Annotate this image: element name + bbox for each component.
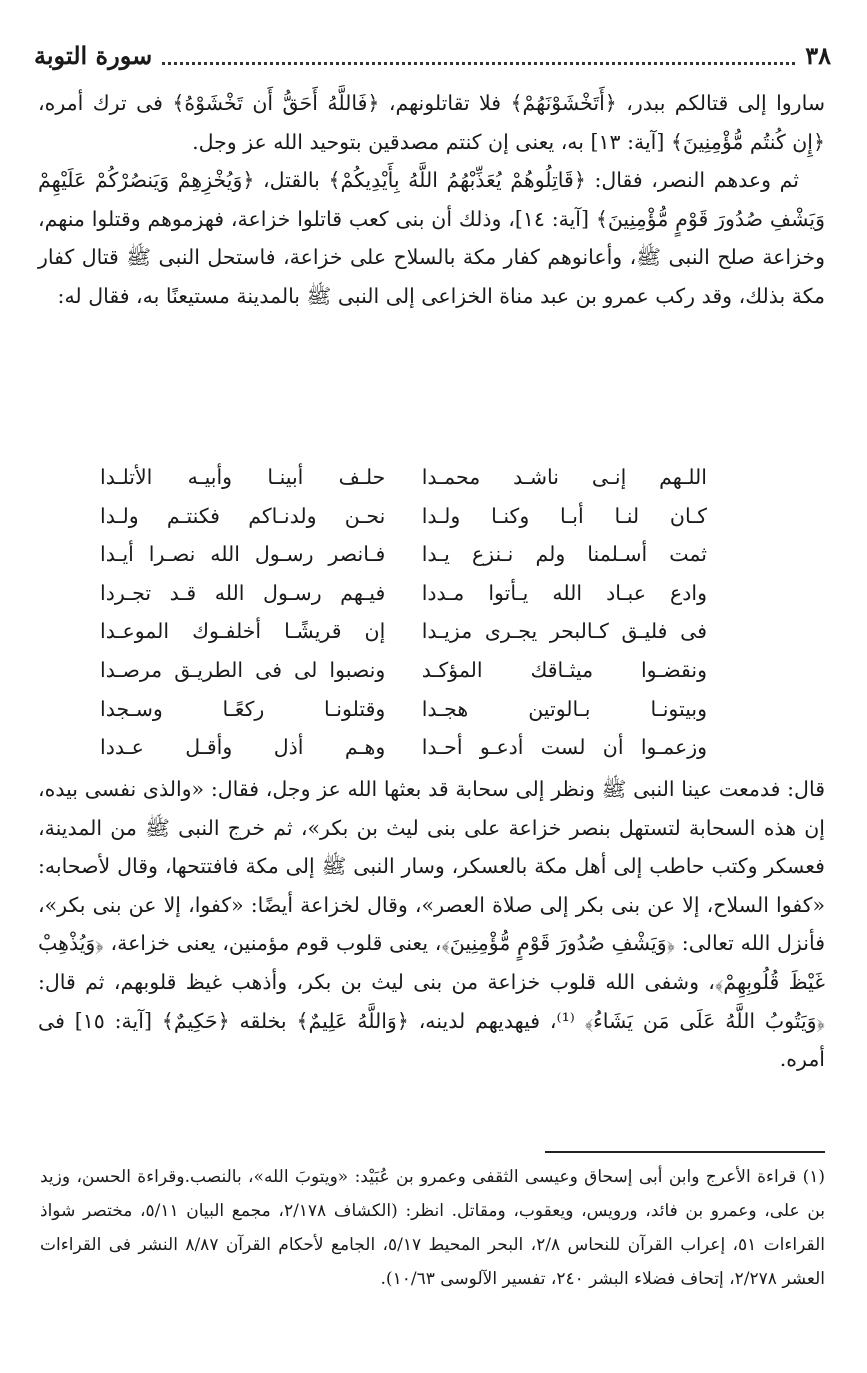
verse-first-hemistich: ثمت أسـلمنا ولم نـنزع يـدا (421, 542, 707, 567)
paragraph: ثم وعدهم النصر، فقال: ﴿قَاتِلُوهُمْ يُعَذِّبْهُمُ اللَّهُ بِأَيْدِيكُمْ﴾ بالقتل، ﴿وَيُخْزِهِمْ وَيَنصُرْكُمْ عَلَيْهِمْ وَيَشْفِ صُدُورَ قَوْمٍ مُّؤْمِنِينَ﴾ [آية: ١٤]، وذلك أن بنى كعب قاتلوا خزاعة، فهزموهم وقتلوا منهم، وخزاعة صلح النبى ﷺ، وأعانوهم كفار مكة بالسلاح على خزاعة، فاستحل النبى ﷺ قتال كفار مكة بذلك، وقد ركب عمرو بن عبد مناة الخزاعى إلى النبى ﷺ بالمدينة مستيعنًا به، فقال له: (38, 168, 825, 308)
verse-second-hemistich: فـانصر رسـول الله نصـرا أيـدا (100, 542, 386, 567)
footnote (40, 1160, 825, 1296)
verse-second-hemistich: وقتلونـا ركعًـا وسـجدا (100, 696, 386, 721)
verse-second-hemistich: ونصبوا لى فى الطريـق مرصـدا (100, 657, 386, 682)
paragraph: ساروا إلى قتالكم ببدر، ﴿أَتَخْشَوْنَهُمْ﴾ فلا تقاتلونهم، ﴿فَاللَّهُ أَحَقُّ أَن تَخْشَوْهُ﴾ فى ترك أمره، ﴿إِن كُنتُم مُّؤْمِنِينَ﴾ [آية: ١٣] به، يعنى إن كنتم مصدقين بتوحيد الله عز وجل. (38, 91, 825, 154)
verse-first-hemistich: وزعمـوا أن لست أدعـو أحـدا (421, 735, 707, 760)
paragraph: قال: فدمعت عينا النبى ﷺ ونظر إلى سحابة قد بعثها الله عز وجل، فقال: «والذى نفسى بيده، إن هذه السحابة لتستهل بنصر خزاعة على بنى ليث بن بكر»، ثم خرج النبى ﷺ من المدينة، فعسكر وكتب حاطب إلى أهل مكة بالعسكر، وسار النبى ﷺ إلى مكة فافتتحها، وقال لأصحابه: «كفوا السلاح، إلا عن بنى بكر إلى صلاة العصر»، وقال لخزاعة أيضًا: «كفوا، إلا عن بنى بكر»، فأنزل الله تعالى: ﴿وَيَشْفِ صُدُورَ قَوْمٍ مُّؤْمِنِينَ﴾، يعنى قلوب قوم مؤمنين، يعنى خزاعة، ﴿وَيُذْهِبْ غَيْظَ قُلُوبِهِمْ﴾، وشفى الله قلوب خزاعة من بنى ليث بن بكر، وأذهب غيظ قلوبهم، ثم قال: ﴿وَيَتُوبُ اللَّهُ عَلَى مَن يَشَاءُ﴾ ⁽¹⁾، فيهديهم لدينه، ﴿وَاللَّهُ عَلِيمٌ﴾ بخلقه ﴿حَكِيمٌ﴾ [آية: ١٥] فى أمره. (38, 777, 825, 1072)
poem-verse (100, 651, 707, 690)
poem-verse (100, 574, 707, 613)
footnote-text: (١) قراءة الأعرج وابن أبى إسحاق وعيسى الثقفى وعمرو بن عُبَيْد: «ويتوبَ الله»، بالنصب.وقراءة الحسن، وزيد بن على، وعمرو بن فائد، ورويس، ويعقوب، ومقاتل. انظر: (الكشاف ٢/١٧٨، مجمع البيان ٥/١١، مختصر شواذ القراءات ٥١، إعراب القرآن للنحاس ٢/٨، البحر المحيط ٥/١٧، الجامع لأحكام القرآن ٨/٨٧ النشر فى القراءات العشر ٢/٢٧٨، إتحاف فضلاء البشر ٢٤٠، تفسير الآلوسى ١٠/٦٣). (40, 1167, 825, 1289)
poem-verse (100, 612, 707, 651)
running-header (34, 34, 831, 76)
verse-first-hemistich: ونقضـوا ميثـاقك المؤكـد (421, 657, 707, 682)
verse-second-hemistich: فيـهم رسـول الله قـد تجـردا (100, 580, 386, 605)
sura-title: سورة التوبة (34, 40, 153, 70)
poem-verse (100, 535, 707, 574)
verse-second-hemistich: وهـم أذل وأقـل عـددا (100, 735, 386, 760)
poem (100, 458, 707, 767)
footnote-divider (545, 1151, 825, 1153)
verse-first-hemistich: وادع عبـاد الله يـأتوا مـددا (421, 580, 707, 605)
poem-verse (100, 728, 707, 767)
verse-second-hemistich: نحـن ولدنـاكم فكنتـم ولـدا (100, 503, 386, 528)
poem-verse (100, 458, 707, 497)
page-number: ٣٨ (805, 40, 831, 70)
verse-first-hemistich: فى فليـق كـالبحر يجـرى مزيـدا (421, 619, 707, 644)
verse-first-hemistich: اللـهم إنـى ناشـد محمـدا (421, 465, 707, 489)
poem-verse (100, 690, 707, 729)
verse-first-hemistich: كـان لنـا أبـا وكنـا ولـدا (421, 503, 707, 528)
poem-verse (100, 497, 707, 536)
verse-second-hemistich: إن قريشًـا أخلفـوك الموعـدا (100, 619, 386, 644)
header-dotted-leader (162, 62, 795, 65)
main-text (38, 84, 825, 316)
verse-first-hemistich: وبيتونـا بـالوتين هجـدا (421, 696, 707, 721)
main-text-continued (38, 770, 825, 1079)
verse-second-hemistich: حلـف أبينـا وأبيـه الأتلـدا (100, 465, 386, 489)
